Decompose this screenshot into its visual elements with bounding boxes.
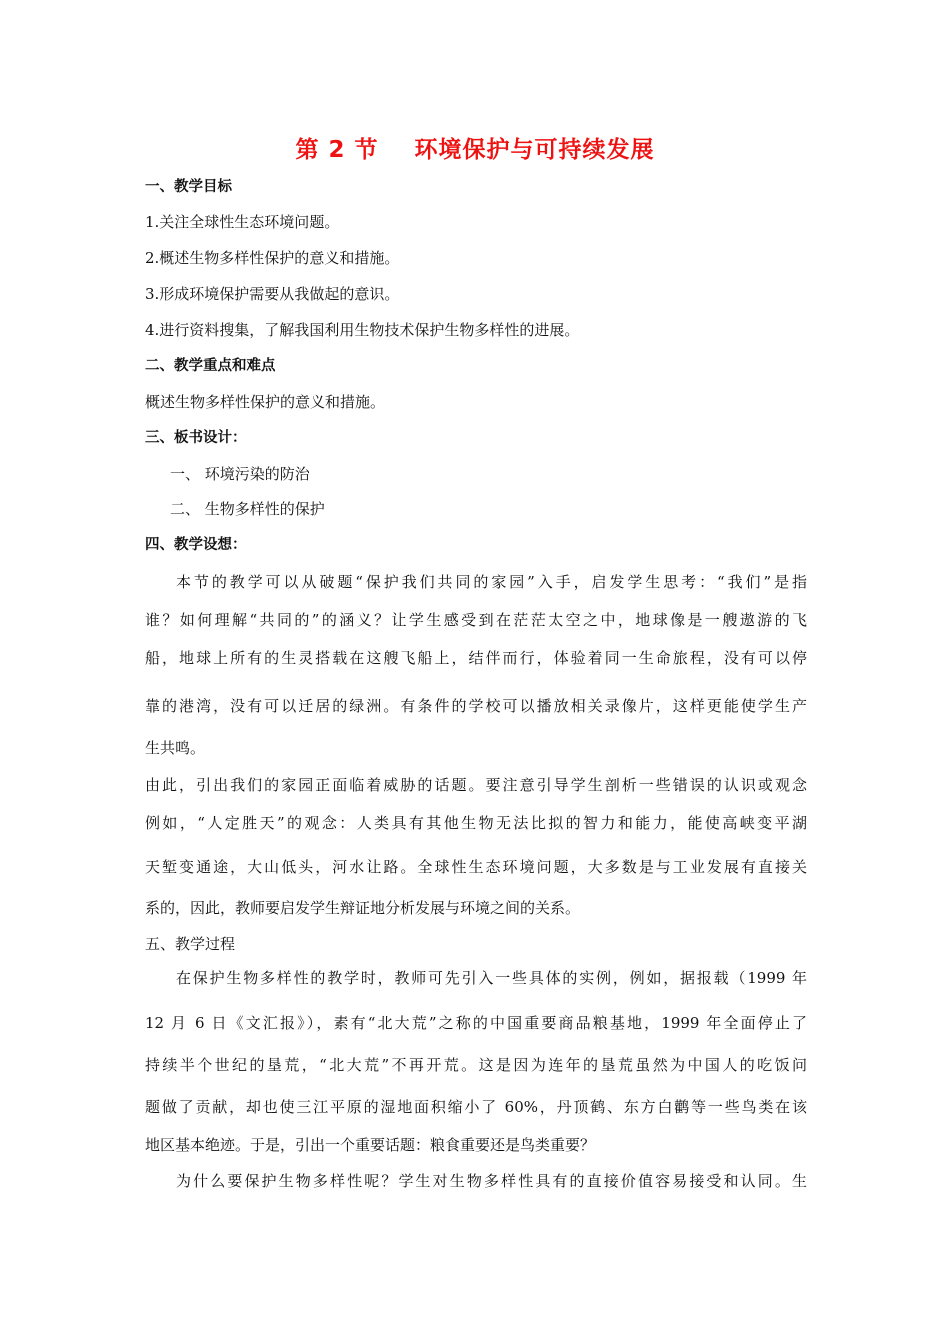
section-heading-keypoints: 二、教学重点和难点: [145, 358, 276, 374]
paragraph-line: 为什么要保护生物多样性呢？学生对生物多样性具有的直接价值容易接受和认同。生: [176, 1172, 807, 1190]
paragraph-line: 船，地球上所有的生灵搭载在这艘飞船上，结伴而行，体验着同一生命旅程，没有可以停: [145, 649, 807, 667]
goal-item: 4.进行资料搜集，了解我国利用生物技术保护生物多样性的进展。: [145, 321, 580, 339]
section-heading-board: 三、板书设计：: [145, 430, 247, 446]
goal-item: 3.形成环境保护需要从我做起的意识。: [145, 285, 400, 303]
paragraph-line: 在保护生物多样性的教学时，教师可先引入一些具体的实例，例如，据报载（1999 年: [176, 969, 807, 987]
board-item: 一、 环境污染的防治: [170, 465, 310, 483]
paragraph-line: 靠的港湾，没有可以迁居的绿洲。有条件的学校可以播放相关录像片，这样更能使学生产: [145, 697, 807, 715]
paragraph-line: 题做了贡献，却也使三江平原的湿地面积缩小了 60%，丹顶鹤、东方白鹳等一些鸟类在该: [145, 1098, 807, 1116]
paragraph-line: 持续半个世纪的垦荒，“北大荒”不再开荒。这是因为连年的垦荒虽然为中国人的吃饭问: [145, 1056, 807, 1074]
keypoints-text: 概述生物多样性保护的意义和措施。: [145, 393, 386, 411]
goal-item: 1.关注全球性生态环境问题。: [145, 213, 340, 231]
paragraph-line: 天堑变通途，大山低头，河水让路。全球性生态环境问题，大多数是与工业发展有直接关: [145, 858, 807, 876]
paragraph-line: 谁？如何理解“共同的”的涵义？让学生感受到在茫茫太空之中，地球像是一艘遨游的飞: [145, 611, 807, 629]
paragraph-line: 12 月 6 日《文汇报》），素有“北大荒”之称的中国重要商品粮基地，1999 年全面停止了: [145, 1014, 807, 1032]
section-heading-idea: 四、教学设想：: [145, 537, 247, 553]
board-item: 二、 生物多样性的保护: [170, 500, 325, 518]
paragraph-line: 由此，引出我们的家园正面临着威胁的话题。要注意引导学生剖析一些错误的认识或观念: [145, 776, 807, 794]
goal-item: 2.概述生物多样性保护的意义和措施。: [145, 249, 400, 267]
paragraph-line: 生共鸣。: [145, 739, 206, 757]
paragraph-line: 本节的教学可以从破题“保护我们共同的家园”入手，启发学生思考：“我们”是指: [176, 573, 807, 591]
paragraph-line: 例如，“人定胜天”的观念：人类具有其他生物无法比拟的智力和能力，能使高峡变平湖: [145, 814, 807, 832]
page-title: 第 2 节 环境保护与可持续发展: [295, 137, 655, 163]
paragraph-line: 系的，因此，教师要启发学生辩证地分析发展与环境之间的关系。: [145, 899, 581, 917]
section-heading-process: 五、教学过程: [145, 935, 236, 953]
section-heading-goals: 一、教学目标: [145, 179, 232, 195]
paragraph-line: 地区基本绝迹。于是，引出一个重要话题：粮食重要还是鸟类重要？: [145, 1136, 596, 1154]
